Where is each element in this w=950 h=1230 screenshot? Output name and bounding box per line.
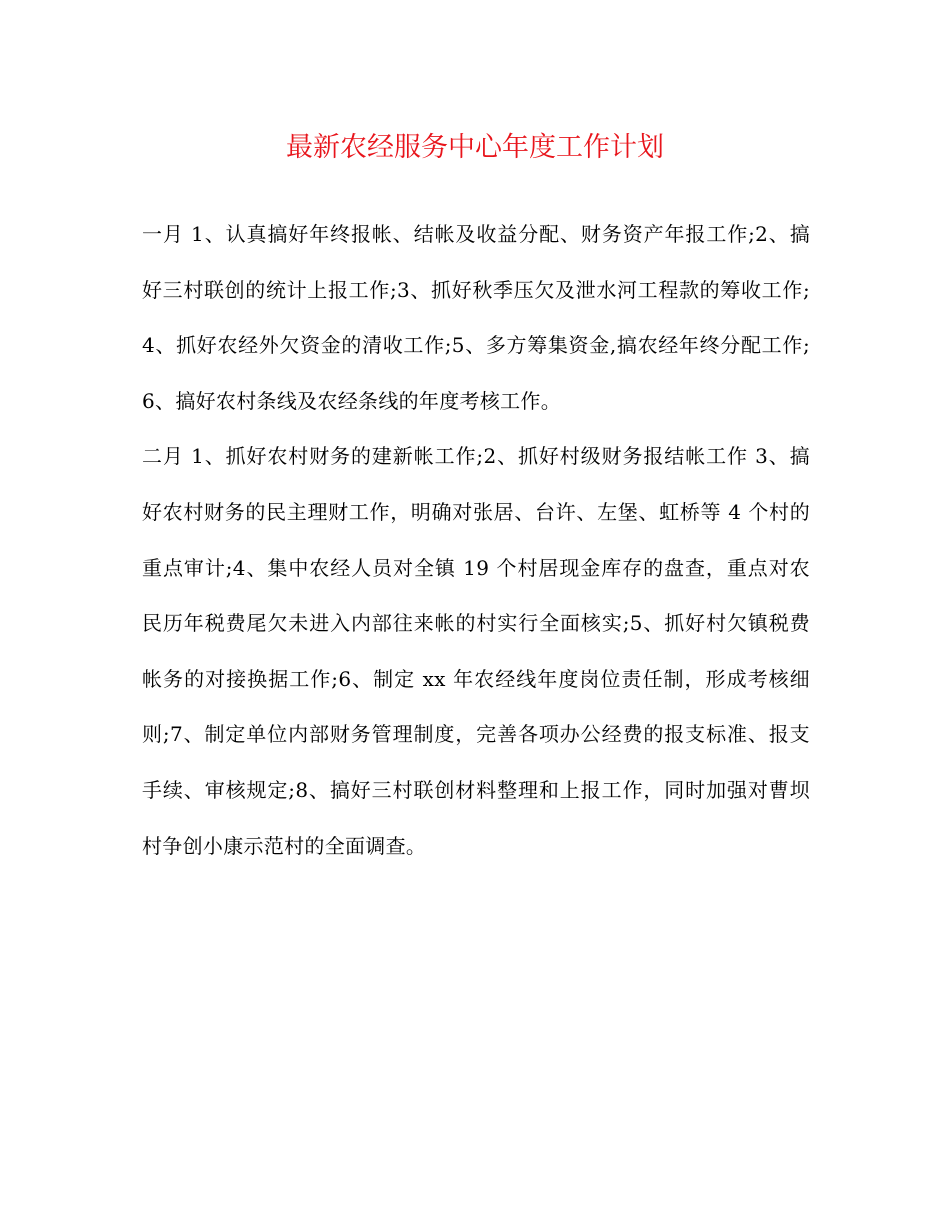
document-title: 最新农经服务中心年度工作计划 [286,132,664,163]
document-body [142,207,810,874]
paragraph-february: 二月 1、抓好农村财务的建新帐工作;2、抓好村级财务报结帐工作 3、搞好农村财务的民主理财工作，明确对张居、台许、左堡、虹桥等 4 个村的重点审计;4、集中农经人员对全镇 19 个村居现金库存的盘查，重点对农民历年税费尾欠未进入内部往来帐的村实行全面核实;5、抓好村欠镇税费帐务的对接换据工作;6、制定 xx 年农经线年度岗位责任制，形成考核细则;7、制定单位内部财务管理制度，完善各项办公经费的报支标准、报支手续、审核规定;8、搞好三村联创材料整理和上报工作，同时加强对曹坝村争创小康示范村的全面调查。 [142,444,810,858]
paragraph-january: 一月 1、认真搞好年终报帐、结帐及收益分配、财务资产年报工作;2、搞好三村联创的统计上报工作;3、抓好秋季压欠及泄水河工程款的筹收工作;4、抓好农经外欠资金的清收工作;5、多方筹集资金,搞农经年终分配工作;6、搞好农村条线及农经条线的年度考核工作。 [142,222,810,413]
